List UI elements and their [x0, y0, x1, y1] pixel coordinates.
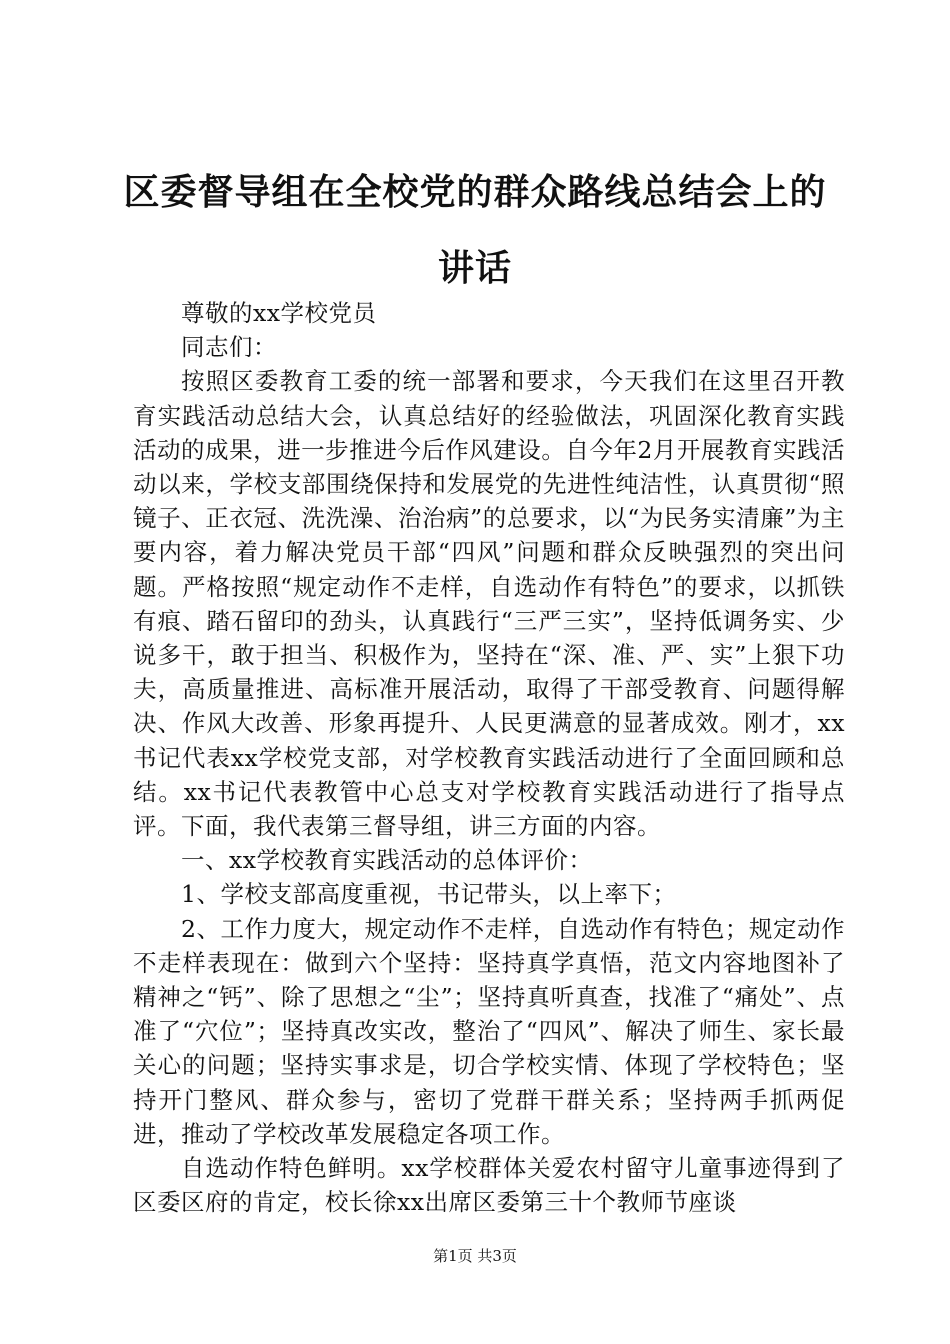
- salutation-line: 尊敬的xx学校党员: [181, 299, 377, 327]
- paragraph-intro: 按照区委教育工委的统一部署和要求，今天我们在这里召开教育实践活动总结大会，认真总结好的经验做法，巩固深化教育实践活动的成果，进一步推进今后作风建设。自今年2月开展教育实践活动以来，学校支部围绕保持和发展党的先进性纯洁性，认真贯彻“照镜子、正衣冠、洗洗澡、治治病”的总要求，以“为民务实清廉”为主要内容，着力解决党员干部“四风”问题和群众反映强烈的突出问题。严格按照“规定动作不走样，自选动作有特色”的要求，以抓铁有痕、踏石留印的劲头，认真践行“三严三实”，坚持低调务实、少说多干，敢于担当、积极作为，坚持在“深、准、严、实”上狠下功夫，高质量推进、高标准开展活动，取得了干部受教育、问题得解决、作风大改善、形象再提升、人民更满意的显著成效。刚才，xx书记代表xx学校党支部，对学校教育实践活动进行了全面回顾和总结。xx书记代表教管中心总支对学校教育实践活动进行了指导点评。下面，我代表第三督导组，讲三方面的内容。: [133, 367, 845, 841]
- section-heading-1: 一、xx学校教育实践活动的总体评价：: [181, 846, 593, 875]
- salutation-comrades: 同志们：: [181, 333, 277, 362]
- document-title: 区委督导组在全校党的群众路线总结会上的讲话: [123, 172, 827, 289]
- list-item-2: 2、工作力度大，规定动作不走样，自选动作有特色；规定动作不走样表现在：做到六个坚持：坚持真学真悟，范文内容地图补了精神之“钙”、除了思想之“尘”；坚持真听真查，找准了“痛处”、点准了“穴位”；坚持真改实改，整治了“四风”、解决了师生、家长最关心的问题；坚持实事求是，切合学校实情、体现了学校特色；坚持开门整风、群众参与，密切了党群干群关系；坚持两手抓两促进，推动了学校改革发展稳定各项工作。: [133, 914, 845, 1148]
- document-body: [133, 296, 845, 1219]
- list-item-1: 1、学校支部高度重视，书记带头，以上率下；: [181, 880, 677, 909]
- page-footer: 第1页 共3页: [433, 1247, 517, 1265]
- paragraph-optional-actions: 自选动作特色鲜明。xx学校群体关爱农村留守儿童事迹得到了区委区府的肯定，校长徐xx出席区委第三十个教师节座谈: [133, 1154, 845, 1217]
